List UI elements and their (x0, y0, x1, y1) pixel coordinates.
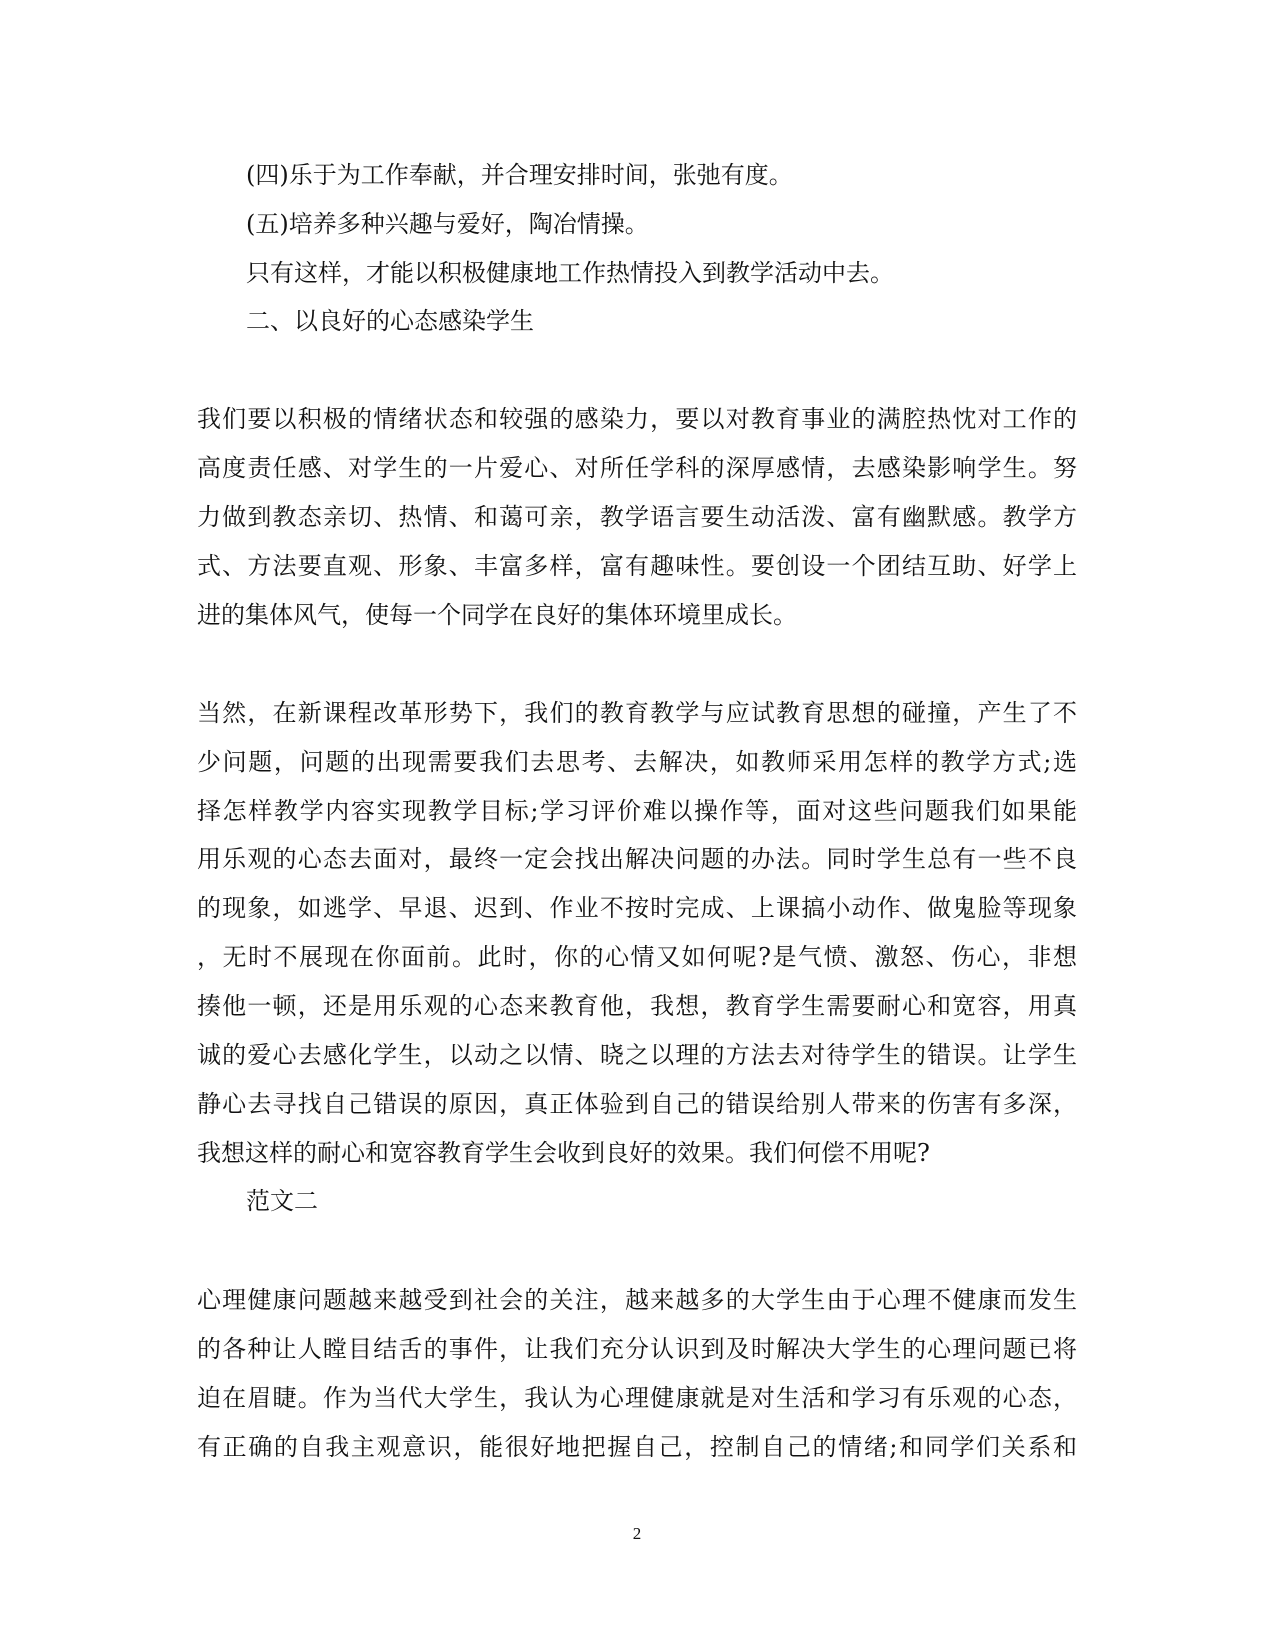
section-heading: 二、以良好的心态感染学生 (246, 307, 534, 335)
paragraph-line: 的各种让人瞠目结舌的事件，让我们充分认识到及时解决大学生的心理问题已将 (197, 1335, 1077, 1363)
paragraph-line: 我想这样的耐心和宽容教育学生会收到良好的效果。我们何偿不用呢? (197, 1139, 930, 1167)
paragraph-line: 我们要以积极的情绪状态和较强的感染力，要以对教育事业的满腔热忱对工作的 (197, 405, 1077, 433)
list-item-4: (四)乐于为工作奉献，并合理安排时间，张弛有度。 (246, 161, 793, 189)
paragraph-line: 式、方法要直观、形象、丰富多样，富有趣味性。要创设一个团结互助、好学上 (197, 552, 1077, 580)
sample-heading: 范文二 (246, 1187, 318, 1215)
paragraph-line: ，无时不展现在你面前。此时，你的心情又如何呢?是气愤、激怒、伤心，非想 (197, 943, 1077, 971)
paragraph-line: 少问题，问题的出现需要我们去思考、去解决，如教师采用怎样的教学方式;选 (197, 748, 1077, 776)
paragraph-line: 高度责任感、对学生的一片爱心、对所任学科的深厚感情，去感染影响学生。努 (197, 454, 1077, 482)
paragraph-line: 择怎样教学内容实现教学目标;学习评价难以操作等，面对这些问题我们如果能 (197, 797, 1077, 825)
paragraph-line: 诚的爱心去感化学生，以动之以情、晓之以理的方法去对待学生的错误。让学生 (197, 1041, 1077, 1069)
paragraph-line: 迫在眉睫。作为当代大学生，我认为心理健康就是对生活和学习有乐观的心态， (197, 1384, 1077, 1412)
paragraph-line: 用乐观的心态去面对，最终一定会找出解决问题的办法。同时学生总有一些不良 (197, 845, 1077, 873)
paragraph-line: 揍他一顿，还是用乐观的心态来教育他，我想，教育学生需要耐心和宽容，用真 (197, 992, 1077, 1020)
paragraph-line: 进的集体风气，使每一个同学在良好的集体环境里成长。 (197, 601, 797, 629)
summary-line: 只有这样，才能以积极健康地工作热情投入到教学活动中去。 (246, 259, 894, 287)
paragraph-line: 力做到教态亲切、热情、和蔼可亲，教学语言要生动活泼、富有幽默感。教学方 (197, 503, 1077, 531)
page-number: 2 (632, 1524, 642, 1543)
paragraph-line: 心理健康问题越来越受到社会的关注，越来越多的大学生由于心理不健康而发生 (197, 1286, 1077, 1314)
paragraph-line: 的现象，如逃学、早退、迟到、作业不按时完成、上课搞小动作、做鬼脸等现象 (197, 894, 1077, 922)
paragraph-line: 静心去寻找自己错误的原因，真正体验到自己的错误给别人带来的伤害有多深， (197, 1090, 1077, 1118)
paragraph-line: 当然，在新课程改革形势下，我们的教育教学与应试教育思想的碰撞，产生了不 (197, 699, 1077, 727)
paragraph-line: 有正确的自我主观意识，能很好地把握自己，控制自己的情绪;和同学们关系和 (197, 1433, 1077, 1461)
list-item-5: (五)培养多种兴趣与爱好，陶冶情操。 (246, 210, 649, 238)
